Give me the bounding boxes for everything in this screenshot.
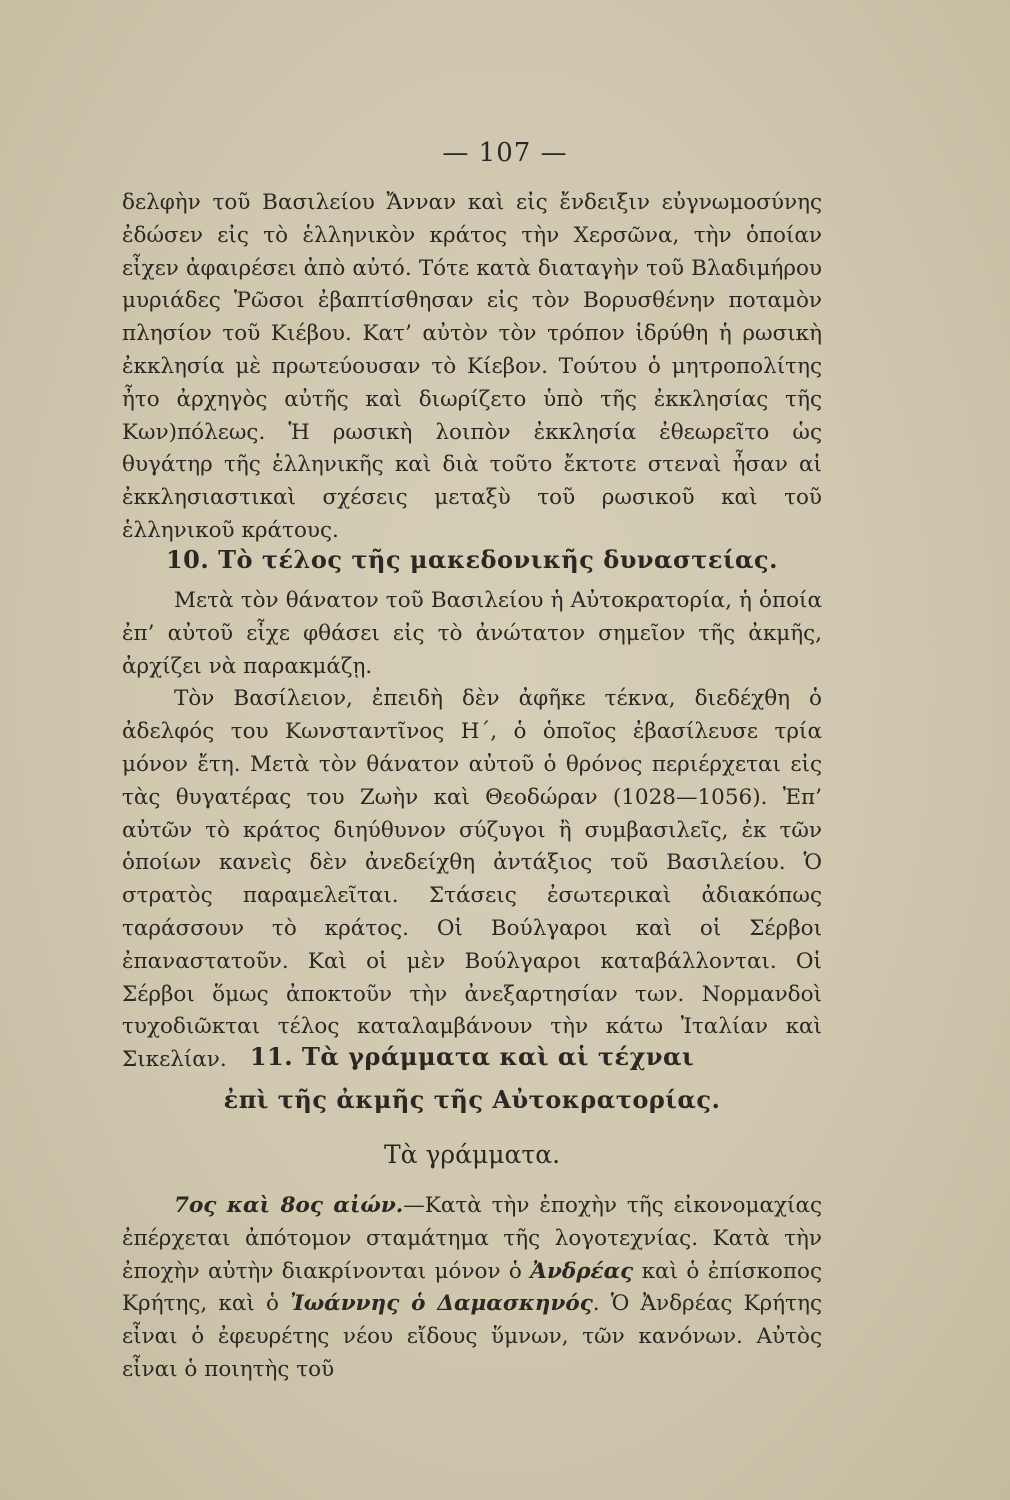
paragraph-continuation <box>122 187 822 548</box>
page-number: — 107 — <box>442 138 568 168</box>
paragraph-text: δελφὴν τοῦ Βασιλείου Ἄνναν καὶ εἰς ἔνδειξιν εὐγνωμοσύνης ἐδώσεν εἰς τὸ ἑλληνικὸν κράτος τὴν Χερσῶνα, τὴν ὁποίαν εἶχεν ἀφαιρέσει ἀπὸ αὐτό. Τότε κατὰ διαταγὴν τοῦ Βλαδιμήρου μυριάδες Ῥῶσοι ἐβαπτίσθησαν εἰς τὸν Βορυσθένην ποταμὸν πλησίον τοῦ Κιέβου. Κατ’ αὐτὸν τὸν τρόπον ἱδρύθη ἡ ρωσικὴ ἐκκλησία μὲ πρωτεύουσαν τὸ Κίεβον. Τούτου ὁ μητροπολίτης ἦτο ἀρχηγὸς αὐτῆς καὶ διωρίζετο ὑπὸ τῆς ἐκκλησίας τῆς Κων)πόλεως. Ἡ ρωσικὴ λοιπὸν ἐκκλησία ἐθεωρεῖτο ὡς θυγάτηρ τῆς ἑλληνικῆς καὶ διὰ τοῦτο ἔκτοτε στεναὶ ἦσαν αἱ ἐκκλησιαστικαὶ σχέσεις μεταξὺ τοῦ ρωσικοῦ καὶ τοῦ ἑλληνικοῦ κράτους. <box>122 190 822 543</box>
section-10-body <box>122 585 822 1077</box>
paragraph-text: Τὸν Βασίλειον, ἐπειδὴ δὲν ἀφῆκε τέκνα, διεδέχθη ὁ ἀδελφός του Κωνσταντῖνος Η΄, ὁ ὁποῖος ἐβασίλευσε τρία μόνον ἔτη. Μετὰ τὸν θάνατον αὐτοῦ ὁ θρόνος περιέρχεται εἰς τὰς θυγατέρας του Ζωὴν καὶ Θεοδώραν (1028—1056). Ἐπ’ αὐτῶν τὸ κράτος διηύθυνον σύζυγοι ἢ συμβασιλεῖς, ἐκ τῶν ὁποίων κανεὶς δὲν ἀνεδείχθη ἀντάξιος τοῦ Βασιλείου. Ὁ στρατὸς παραμελεῖται. Στάσεις ἐσωτερικαὶ ἀδιακόπως ταράσσουν τὸ κράτος. Οἱ Βούλγαροι καὶ οἱ Σέρβοι ἐπαναστατοῦν. Καὶ οἱ μὲν Βούλγαροι καταβάλλονται. Οἱ Σέρβοι ὅμως ἀποκτοῦν τὴν ἀνεξαρτησίαν των. Νορμανδοὶ τυχοδιῶκται τέλος καταλαμβάνουν τὴν κάτω Ἰταλίαν καὶ Σικελίαν. <box>122 686 822 1073</box>
section-heading-11-line2: ἐπὶ τῆς ἀκμῆς τῆς Αὐτοκρατορίας. <box>223 1085 721 1114</box>
person-name: Ἰωάννης ὁ Δαμασκηνός <box>290 1291 593 1317</box>
era-label: 7ος καὶ 8ος αἰών. <box>174 1193 404 1218</box>
section-heading-11: 11. Τὰ γράμματα καὶ αἱ τέχναι <box>249 1042 695 1071</box>
paragraph-text: Μετὰ τὸν θάνατον τοῦ Βασιλείου ἡ Αὐτοκρατορία, ἡ ὁποία ἐπ’ αὐτοῦ εἶχε φθάσει εἰς τὸ ἀνώτατον σημεῖον τῆς ἀκμῆς, ἀρχίζει νὰ παρακμάζῃ. <box>122 588 822 679</box>
subsection-body <box>122 1190 822 1387</box>
text-run: . Ὁ Ἀνδρέας Κρήτης εἶναι ὁ ἐφευρέτης νέου εἴδους ὕμνων, τῶν κανόνων. Αὐτὸς εἶναι ὁ ποιητὴς τοῦ <box>122 1291 822 1382</box>
person-name: Ἀνδρέας <box>530 1258 634 1284</box>
section-heading-10: 10. Τὸ τέλος τῆς μακεδονικῆς δυναστείας. <box>165 545 778 574</box>
paragraph-text <box>122 1190 822 1387</box>
subsection-heading: Τὰ γράμματα. <box>383 1140 561 1169</box>
text-run: —Κατὰ τὴν ἐποχὴν τῆς εἰκονομαχίας ἐπέρχεται ἀπότομον σταμάτημα τῆς λογοτεχνίας. Κατὰ τὴν ἐποχὴν αὐτὴν διακρίνονται μόνον ὁ <box>122 1193 823 1284</box>
text-run: καὶ ὁ ἐπίσκοπος Κρήτης, καὶ ὁ <box>122 1258 822 1317</box>
